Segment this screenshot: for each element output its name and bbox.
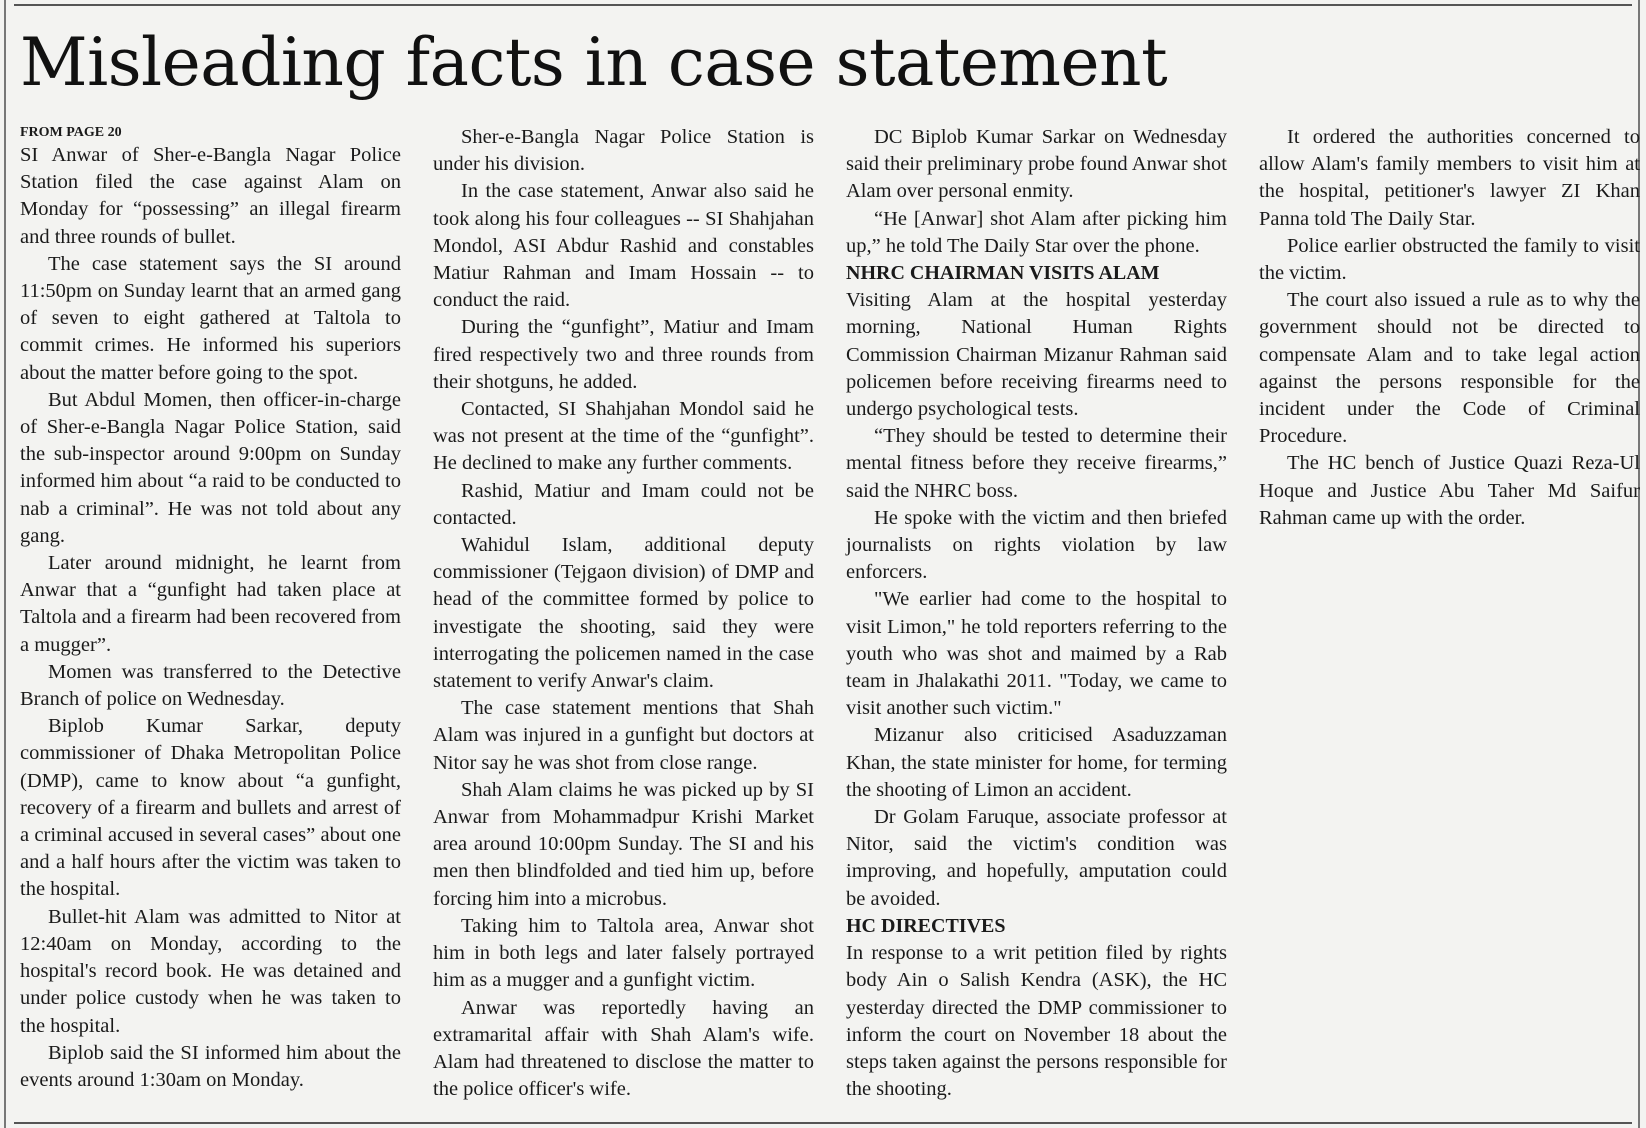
- paragraph: But Abdul Momen, then officer-in-charge of Sher-e-Bangla Nagar Police Station, said the sub-inspector around 9:00pm on Sunday informed him about “a raid to be conducted to nab a criminal”. He was not told about any gang.: [20, 388, 401, 547]
- paragraph: The HC bench of Justice Quazi Reza-Ul Hoque and Justice Abu Taher Md Saifur Rahman came up with the order.: [1259, 452, 1640, 529]
- paragraph: Anwar was reportedly having an extramarital affair with Shah Alam's wife. Alam had threatened to disclose the matter to the police officer's wife.: [433, 996, 814, 1101]
- article-body: [20, 124, 1640, 1114]
- continued-from-label: FROM PAGE 20: [20, 125, 122, 140]
- paragraph: "We earlier had come to the hospital to visit Limon," he told reporters referring to the youth who was shot and maimed by a Rab team in Jhalakathi 2011. "Today, we came to visit another such victim.": [846, 588, 1227, 720]
- paragraph: Visiting Alam at the hospital yesterday morning, National Human Rights Commission Chairman Mizanur Rahman said policemen before receiving firearms need to undergo psychological tests.: [846, 289, 1227, 421]
- paragraph: Later around midnight, he learnt from Anwar that a “gunfight had taken place at Taltola and a firearm had been recovered from a mugger”.: [20, 552, 401, 656]
- paragraph: He spoke with the victim and then briefed journalists on rights violation by law enforcers.: [846, 506, 1227, 584]
- paragraph: The case statement says the SI around 11:50pm on Sunday learnt that an armed gang of seven to eight gathered at Taltola to commit crimes. He informed his superiors about the matter before going to the spot.: [20, 252, 401, 384]
- paragraph: Bullet-hit Alam was admitted to Nitor at 12:40am on Monday, according to the hospital's record book. He was detained and under police custody when he was taken to the hospital.: [20, 905, 401, 1037]
- subhead-hc-directives: HC DIRECTIVES: [846, 914, 1006, 937]
- paragraph: Taking him to Taltola area, Anwar shot him in both legs and later falsely portrayed him as a mugger and a gunfight victim.: [433, 914, 814, 992]
- paragraph: DC Biplob Kumar Sarkar on Wednesday said their preliminary probe found Anwar shot Alam over personal enmity.: [846, 126, 1227, 203]
- paragraph: Momen was transferred to the Detective Branch of police on Wednesday.: [20, 660, 401, 711]
- paragraph: In response to a writ petition filed by rights body Ain o Salish Kendra (ASK), the HC yesterday directed the DMP commissioner to inform the court on November 18 about the steps taken against the persons responsible for the shooting.: [846, 942, 1227, 1101]
- paragraph: “They should be tested to determine their mental fitness before they receive firearms,” said the NHRC boss.: [846, 425, 1227, 502]
- paragraph: “He [Anwar] shot Alam after picking him up,” he told The Daily Star over the phone.: [846, 207, 1227, 257]
- paragraph: Shah Alam claims he was picked up by SI Anwar from Mohammadpur Krishi Market area around 10:00pm Sunday. The SI and his men then blindfolded and tied him up, before forcing him into a microbus.: [433, 778, 814, 910]
- paragraph: Sher-e-Bangla Nagar Police Station is under his division.: [433, 126, 814, 176]
- bottom-rule: [14, 1122, 1632, 1124]
- subhead-nhrc: NHRC CHAIRMAN VISITS ALAM: [846, 262, 1160, 285]
- paragraph: Dr Golam Faruque, associate professor at Nitor, said the victim's condition was improving, and hopefully, amputation could be avoided.: [846, 806, 1227, 910]
- left-border-rule: [4, 0, 6, 1128]
- paragraph: Biplob said the SI informed him about the events around 1:30am on Monday.: [20, 1041, 401, 1091]
- paragraph: It ordered the authorities concerned to allow Alam's family members to visit him at the hospital, petitioner's lawyer ZI Khan Panna told The Daily Star.: [1259, 126, 1640, 230]
- paragraph: Wahidul Islam, additional deputy commissioner (Tejgaon division) of DMP and head of the committee formed by police to investigate the shooting, said they were interrogating the policemen named in the case statement to verify Anwar's claim.: [433, 534, 814, 693]
- paragraph: During the “gunfight”, Matiur and Imam fired respectively two and three rounds from their shotguns, he added.: [433, 316, 814, 393]
- paragraph: Rashid, Matiur and Imam could not be contacted.: [433, 479, 814, 529]
- paragraph: Police earlier obstructed the family to visit the victim.: [1259, 234, 1640, 285]
- paragraph: Contacted, SI Shahjahan Mondol said he was not present at the time of the “gunfight”. He declined to make any further comments.: [433, 398, 814, 475]
- article-headline: Misleading facts in case statement: [20, 24, 1168, 101]
- paragraph: Mizanur also criticised Asaduzzaman Khan, the state minister for home, for terming the shooting of Limon an accident.: [846, 724, 1227, 801]
- paragraph: SI Anwar of Sher-e-Bangla Nagar Police Station filed the case against Alam on Monday for “possessing” an illegal firearm and three rounds of bullet.: [20, 144, 401, 248]
- paragraph: In the case statement, Anwar also said he took along his four colleagues -- SI Shahjahan Mondol, ASI Abdur Rashid and constables Matiur Rahman and Imam Hossain -- to conduct the raid.: [433, 180, 814, 312]
- paragraph: Biplob Kumar Sarkar, deputy commissioner of Dhaka Metropolitan Police (DMP), came to know about “a gunfight, recovery of a firearm and bullets and arrest of a criminal accused in several cases” about one and a half hours after the victim was taken to the hospital.: [20, 715, 401, 901]
- top-rule: [14, 4, 1632, 6]
- paragraph: The court also issued a rule as to why the government should not be directed to compensate Alam and to take legal action against the persons responsible for the incident under the Code of Criminal Procedure.: [1259, 289, 1640, 448]
- paragraph: The case statement mentions that Shah Alam was injured in a gunfight but doctors at Nitor say he was shot from close range.: [433, 697, 814, 774]
